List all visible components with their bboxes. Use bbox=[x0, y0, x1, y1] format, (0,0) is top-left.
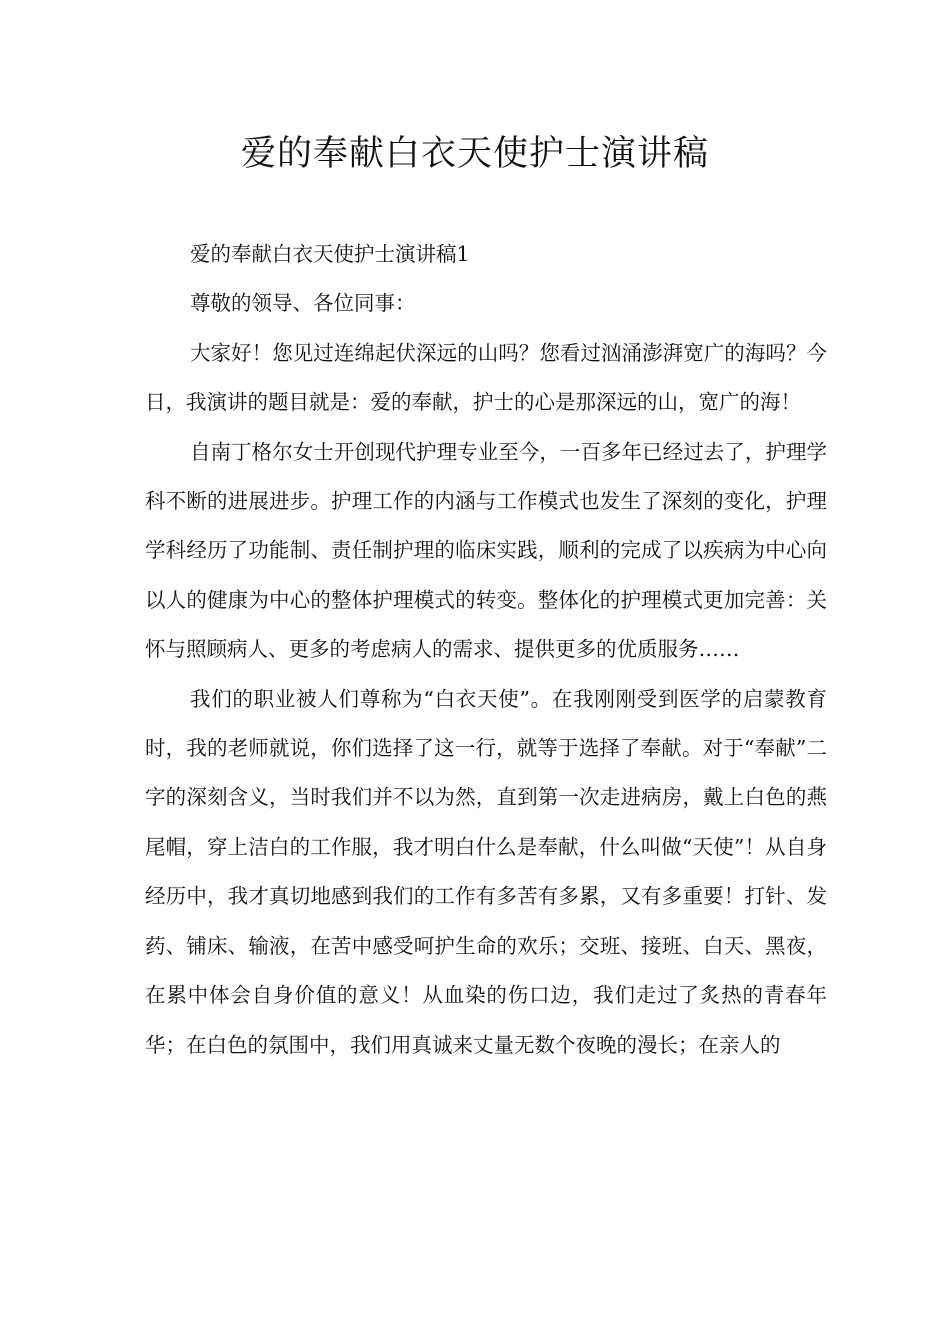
paragraph-salutation: 尊敬的领导、各位同事： bbox=[190, 291, 416, 316]
paragraph-heading: 爱的奉献白衣天使护士演讲稿1 bbox=[190, 242, 470, 266]
paragraph-greeting: 大家好！您见过连绵起伏深远的山吗？您看过汹涌澎湃宽广的海吗？今日，我演讲的题目就是：爱的奉献，护士的心是那深远的山，宽广的海！ bbox=[145, 340, 827, 415]
document-title: 爱的奉献白衣天使护士演讲稿 bbox=[240, 134, 709, 174]
paragraph-nursing-history: 自南丁格尔女士开创现代护理专业至今，一百多年已经过去了，护理学科不断的进展进步。护理工作的内涵与工作模式也发生了深刻的变化，护理学科经历了功能制、责任制护理的临床实践，顺利的完成了以疾病为中心向以人的健康为中心的整体护理模式的转变。整体化的护理模式更加完善：关怀与照顾病人、更多的考虑病人的需求、提供更多的优质服务…… bbox=[145, 439, 827, 662]
document-body bbox=[145, 230, 827, 1070]
paragraph-white-angel: 我们的职业被人们尊称为“白衣天使”。在我刚刚受到医学的启蒙教育时，我的老师就说，你们选择了这一行，就等于选择了奉献。对于“奉献”二字的深刻含义，当时我们并不以为然，直到第一次走进病房，戴上白色的燕尾帽，穿上洁白的工作服，我才明白什么是奉献，什么叫做“天使”！从自身经历中，我才真切地感到我们的工作有多苦有多累，又有多重要！打针、发药、铺床、输液，在苦中感受呵护生命的欢乐；交班、接班、白天、黑夜，在累中体会自身价值的意义！从血染的伤口边，我们走过了炙热的青春年华；在白色的氛围中，我们用真诚来丈量无数个夜晚的漫长；在亲人的 bbox=[145, 686, 827, 1057]
